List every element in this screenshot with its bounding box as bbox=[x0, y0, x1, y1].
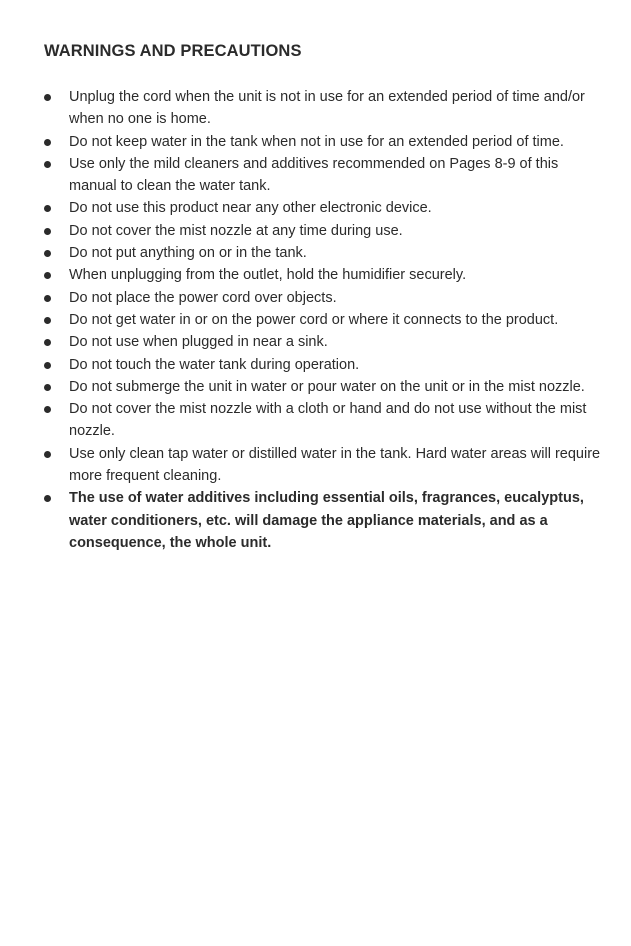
list-item-text: Unplug the cord when the unit is not in use for an extended period of time and/or when no one is home. bbox=[69, 89, 585, 128]
list-item-text: Do not touch the water tank during operation. bbox=[69, 356, 360, 373]
bullet-icon bbox=[44, 362, 51, 369]
list-item bbox=[44, 398, 604, 443]
bullet-icon bbox=[44, 94, 51, 101]
list-item bbox=[44, 242, 604, 264]
bullet-icon bbox=[44, 317, 51, 324]
bullet-icon bbox=[44, 384, 51, 391]
list-item-text: Use only clean tap water or distilled water in the tank. Hard water areas will require more frequent cleaning. bbox=[69, 445, 601, 485]
bullet-icon bbox=[44, 406, 51, 413]
list-item-bold-warning bbox=[44, 487, 604, 554]
list-item-text: Do not cover the mist nozzle with a cloth or hand and do not use without the mist nozzle. bbox=[69, 401, 587, 440]
bullet-icon bbox=[44, 228, 51, 235]
list-item bbox=[44, 331, 604, 353]
list-item-text: Do not use this product near any other electronic device. bbox=[69, 200, 432, 217]
list-item-text: Do not submerge the unit in water or pour water on the unit or in the mist nozzle. bbox=[69, 378, 585, 395]
list-item-text: Do not place the power cord over objects. bbox=[69, 289, 337, 306]
list-item-text: Use only the mild cleaners and additives recommended on Pages 8-9 of this manual to clean the water tank. bbox=[69, 155, 559, 195]
list-item bbox=[44, 354, 604, 376]
bullet-icon bbox=[44, 495, 51, 502]
list-item-text: The use of water additives including essential oils, fragrances, eucalyptus, water conditioners, etc. will damage the appliance materials, and as a consequence, the whole unit. bbox=[69, 490, 584, 551]
list-item-text: Do not put anything on or in the tank. bbox=[69, 245, 307, 262]
bullet-icon bbox=[44, 205, 51, 212]
list-item bbox=[44, 443, 604, 488]
bullet-icon bbox=[44, 250, 51, 257]
list-item bbox=[44, 376, 604, 398]
page-title: WARNINGS AND PRECAUTIONS bbox=[44, 42, 302, 60]
list-item bbox=[44, 287, 604, 309]
list-item-text: Do not use when plugged in near a sink. bbox=[69, 334, 328, 351]
list-item bbox=[44, 220, 604, 242]
bullet-icon bbox=[44, 295, 51, 302]
list-item bbox=[44, 131, 604, 153]
list-item-text: When unplugging from the outlet, hold the humidifier securely. bbox=[69, 267, 467, 284]
bullet-icon bbox=[44, 451, 51, 458]
warning-list bbox=[44, 86, 604, 554]
list-item bbox=[44, 153, 604, 198]
list-item-text: Do not get water in or on the power cord or where it connects to the product. bbox=[69, 311, 559, 328]
bullet-icon bbox=[44, 272, 51, 279]
bullet-icon bbox=[44, 339, 51, 346]
list-item bbox=[44, 264, 604, 286]
list-item-text: Do not keep water in the tank when not in use for an extended period of time. bbox=[69, 133, 564, 150]
bullet-icon bbox=[44, 161, 51, 168]
list-item-text: Do not cover the mist nozzle at any time during use. bbox=[69, 222, 403, 239]
list-item bbox=[44, 309, 604, 331]
list-item bbox=[44, 86, 604, 131]
list-item bbox=[44, 197, 604, 219]
bullet-icon bbox=[44, 139, 51, 146]
